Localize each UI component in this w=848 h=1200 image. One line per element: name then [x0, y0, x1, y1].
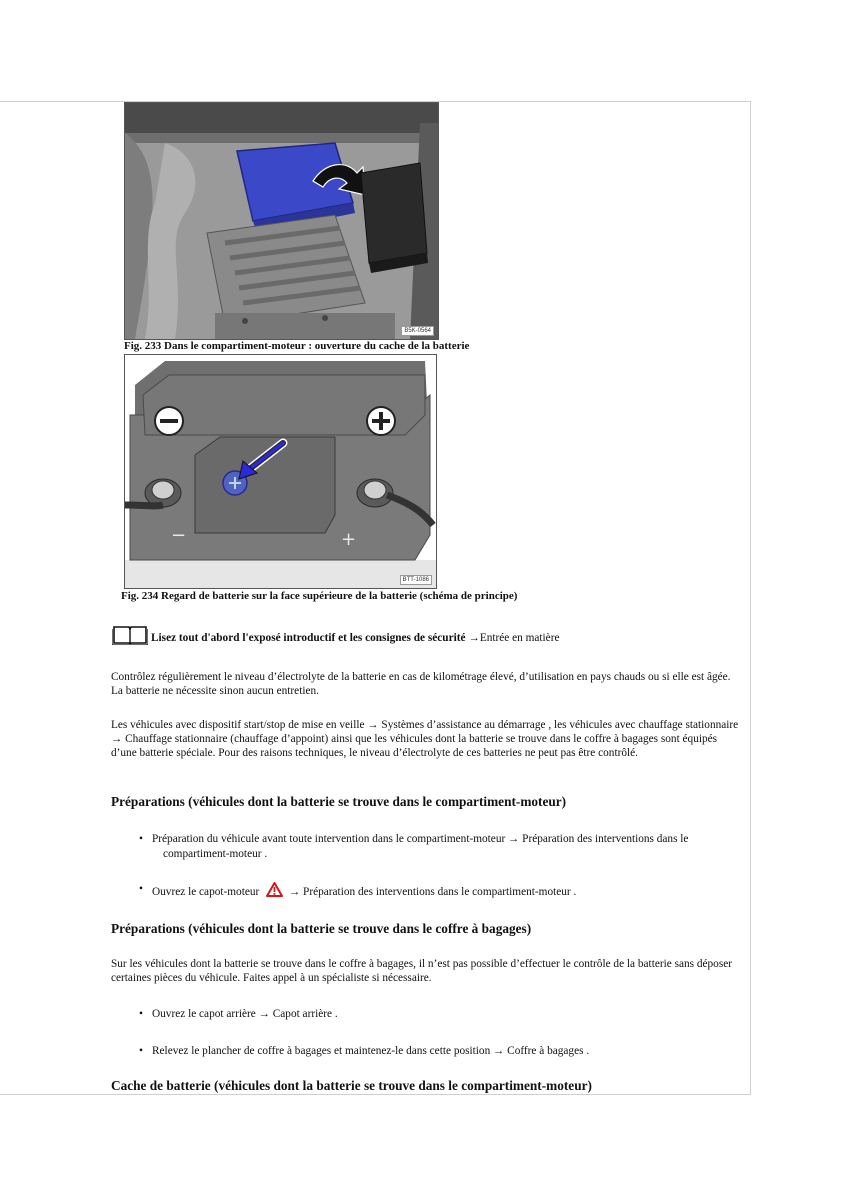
section2-title: Préparations (véhicules dont la batterie se trouve dans le coffre à bagages) — [111, 921, 532, 936]
bullet-dot: • — [139, 1045, 143, 1057]
warning-icon — [266, 882, 283, 902]
list-item-text: Relevez le plancher de coffre à bagages et maintenez-le dans cette position → Coffre à bagages . — [152, 1045, 590, 1057]
section1-title: Préparations (véhicules dont la batterie se trouve dans le compartiment-moteur) — [111, 794, 567, 809]
list-item — [139, 882, 739, 902]
figure-234-caption: Fig. 234 Regard de batterie sur la face supérieure de la batterie (schéma de principe) — [121, 590, 518, 602]
intro-bold-text: Lisez tout d'abord l'exposé introductif et les consignes de sécurité — [151, 632, 466, 644]
intro-link[interactable]: →Entrée en matière — [468, 632, 560, 644]
list-item-text — [152, 882, 739, 902]
intro-line — [112, 625, 559, 649]
list-item-text: Ouvrez le capot arrière → Capot arrière . — [152, 1008, 338, 1020]
paragraph-electrolyte: Contrôlez régulièrement le niveau d’électrolyte de la batterie en cas de kilométrage élevé, d’utilisation en pays chauds ou si elle est âgée. La batterie ne nécessite sinon aucun entretien. — [111, 671, 731, 697]
list-item — [139, 832, 739, 862]
figure-233-caption: Fig. 233 Dans le compartiment-moteur : ouverture du cache de la batterie — [124, 340, 470, 352]
list-item-text-continued: compartiment-moteur . — [163, 848, 268, 860]
list-item — [139, 1044, 739, 1059]
battery-plus-sign: + — [341, 529, 357, 550]
battery-minus-sign: − — [171, 525, 187, 546]
bullet-dot: • — [139, 883, 143, 895]
list-item-text: Préparation du véhicule avant toute intervention dans le compartiment-moteur → Préparation des interventions dans le — [152, 833, 689, 845]
figure-code: BTT-1086 — [400, 575, 432, 585]
figure-234-image — [124, 354, 437, 589]
section3-title: Cache de batterie (véhicules dont la batterie se trouve dans le compartiment-moteur) — [111, 1078, 592, 1093]
list-item-text-before: Ouvrez le capot-moteur — [152, 886, 260, 898]
bullet-dot: • — [139, 1008, 143, 1020]
list-item-text-after: → Préparation des interventions dans le compartiment-moteur . — [288, 886, 577, 898]
figure-code: B5K-0564 — [401, 326, 434, 336]
figure-233-image — [124, 102, 439, 340]
bullet-dot: • — [139, 833, 143, 845]
paragraph-special-battery: Les véhicules avec dispositif start/stop de mise en veille → Systèmes d’assistance au démarrage , les véhicules avec chauffage stationnaire → Chauffage stationnaire (chauffage d’appoint) ainsi que les véhicules dont la batterie se trouve dans le coffre à bagages sont équipés d’une batterie spéciale. Pour des raisons techniques, le niveau d’électrolyte de ces batteries ne peut pas être contrôlé. — [111, 719, 739, 759]
list-item — [139, 1007, 739, 1022]
paragraph-trunk-battery: Sur les véhicules dont la batterie se trouve dans le coffre à bagages, il n’est pas possible d’effectuer le contrôle de la batterie sans déposer certaines pièces du véhicule. Faites appel à un spécialiste si nécessaire. — [111, 958, 732, 984]
book-icon — [112, 625, 148, 649]
